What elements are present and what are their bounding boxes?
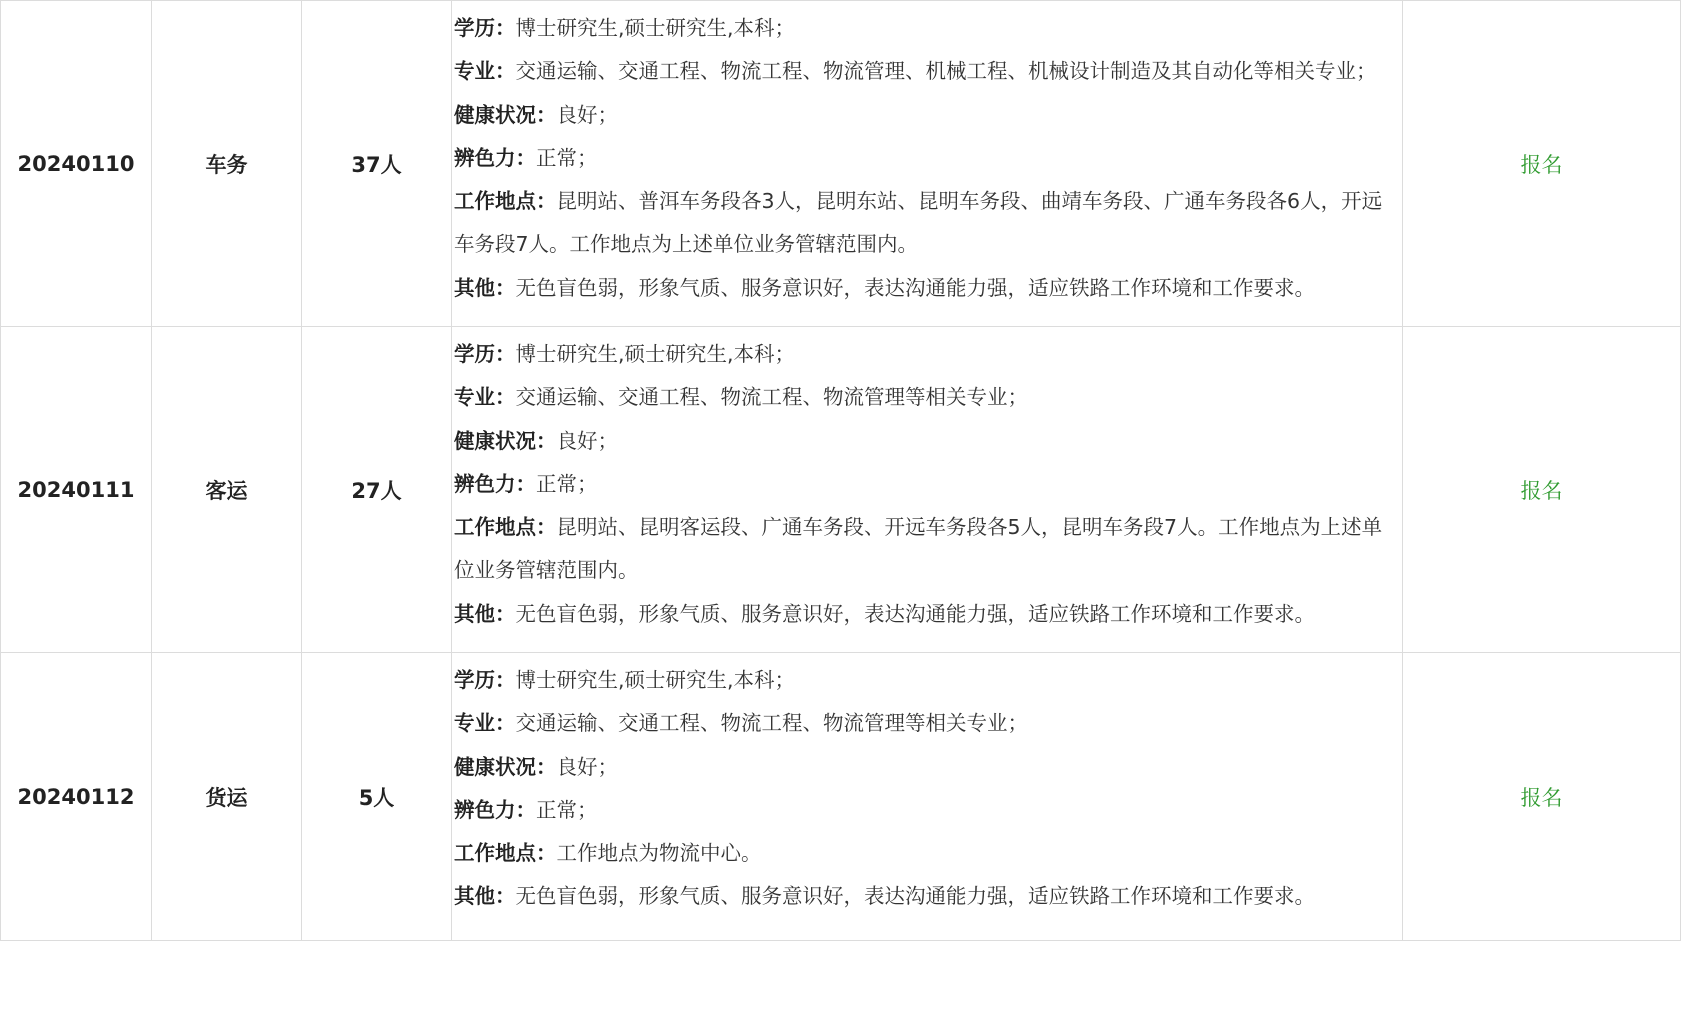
requirement-education bbox=[454, 333, 1398, 376]
requirement-label: 学历： bbox=[454, 342, 516, 366]
table-row bbox=[1, 1, 1681, 327]
table-row bbox=[1, 327, 1681, 653]
action-cell bbox=[1403, 653, 1681, 941]
requirement-label: 专业： bbox=[454, 59, 516, 84]
requirement-text: 工作地点为物流中心。 bbox=[556, 841, 762, 866]
requirement-location bbox=[454, 180, 1398, 267]
requirement-text: 交通运输、交通工程、物流工程、物流管理、机械工程、机械设计制造及其自动化等相关专业； bbox=[515, 59, 1377, 84]
apply-link[interactable]: 报名 bbox=[1520, 785, 1563, 810]
requirement-label: 专业： bbox=[454, 385, 516, 410]
requirement-major bbox=[454, 702, 1398, 745]
position-code: 20240111 bbox=[1, 327, 152, 653]
requirement-education bbox=[454, 659, 1398, 702]
requirement-major bbox=[454, 376, 1398, 419]
requirement-label: 其他： bbox=[454, 601, 516, 626]
position-code: 20240110 bbox=[1, 1, 152, 327]
requirement-label: 学历： bbox=[454, 16, 516, 40]
requirement-education bbox=[454, 7, 1398, 50]
requirement-text: 无色盲色弱，形象气质、服务意识好，表达沟通能力强，适应铁路工作环境和工作要求。 bbox=[515, 275, 1315, 300]
requirement-location bbox=[454, 832, 1398, 875]
headcount: 27人 bbox=[302, 327, 452, 653]
requirement-other bbox=[454, 267, 1398, 310]
requirement-color-vision bbox=[454, 137, 1398, 180]
requirement-label: 工作地点： bbox=[454, 515, 557, 540]
requirement-text: 良好； bbox=[556, 754, 618, 779]
requirement-label: 健康状况： bbox=[454, 754, 557, 779]
requirement-health bbox=[454, 746, 1398, 789]
requirement-label: 工作地点： bbox=[454, 841, 557, 866]
requirement-text: 无色盲色弱，形象气质、服务意识好，表达沟通能力强，适应铁路工作环境和工作要求。 bbox=[515, 601, 1315, 626]
requirement-health bbox=[454, 94, 1398, 137]
requirement-major bbox=[454, 50, 1398, 93]
requirement-label: 其他： bbox=[454, 275, 516, 300]
requirement-label: 辨色力： bbox=[454, 797, 536, 822]
requirements-cell bbox=[452, 653, 1403, 941]
requirement-text: 良好； bbox=[556, 102, 618, 127]
requirement-text: 交通运输、交通工程、物流工程、物流管理等相关专业； bbox=[515, 385, 1028, 410]
requirement-text: 昆明站、昆明客运段、广通车务段、开远车务段各5人，昆明车务段7人。工作地点为上述单位业务管辖范围内。 bbox=[454, 515, 1383, 583]
headcount: 5人 bbox=[302, 653, 452, 941]
requirement-text: 博士研究生,硕士研究生,本科； bbox=[515, 16, 796, 40]
requirement-label: 健康状况： bbox=[454, 428, 557, 453]
table-row bbox=[1, 653, 1681, 941]
action-cell bbox=[1403, 1, 1681, 327]
requirement-text: 正常； bbox=[536, 471, 598, 496]
requirement-health bbox=[454, 420, 1398, 463]
requirements-cell bbox=[452, 327, 1403, 653]
position-type: 客运 bbox=[152, 327, 302, 653]
requirement-color-vision bbox=[454, 789, 1398, 832]
headcount: 37人 bbox=[302, 1, 452, 327]
requirement-label: 学历： bbox=[454, 668, 516, 692]
position-type: 货运 bbox=[152, 653, 302, 941]
requirement-text: 博士研究生,硕士研究生,本科； bbox=[515, 668, 796, 692]
position-type: 车务 bbox=[152, 1, 302, 327]
action-cell bbox=[1403, 327, 1681, 653]
requirement-other bbox=[454, 875, 1398, 918]
requirement-text: 昆明站、普洱车务段各3人，昆明东站、昆明车务段、曲靖车务段、广通车务段各6人，开远车务段7人。工作地点为上述单位业务管辖范围内。 bbox=[454, 189, 1383, 257]
requirement-text: 良好； bbox=[556, 428, 618, 453]
requirement-label: 其他： bbox=[454, 884, 516, 909]
requirement-other bbox=[454, 593, 1398, 636]
requirement-text: 正常； bbox=[536, 145, 598, 170]
requirement-text: 博士研究生,硕士研究生,本科； bbox=[515, 342, 796, 366]
requirement-label: 辨色力： bbox=[454, 471, 536, 496]
apply-link[interactable]: 报名 bbox=[1520, 152, 1563, 177]
position-code: 20240112 bbox=[1, 653, 152, 941]
requirement-text: 无色盲色弱，形象气质、服务意识好，表达沟通能力强，适应铁路工作环境和工作要求。 bbox=[515, 884, 1315, 909]
requirement-location bbox=[454, 506, 1398, 593]
requirement-label: 工作地点： bbox=[454, 189, 557, 214]
requirement-label: 辨色力： bbox=[454, 145, 536, 170]
requirement-text: 正常； bbox=[536, 797, 598, 822]
requirement-label: 健康状况： bbox=[454, 102, 557, 127]
requirement-text: 交通运输、交通工程、物流工程、物流管理等相关专业； bbox=[515, 711, 1028, 736]
requirements-cell bbox=[452, 1, 1403, 327]
apply-link[interactable]: 报名 bbox=[1520, 478, 1563, 503]
requirement-label: 专业： bbox=[454, 711, 516, 736]
requirement-color-vision bbox=[454, 463, 1398, 506]
